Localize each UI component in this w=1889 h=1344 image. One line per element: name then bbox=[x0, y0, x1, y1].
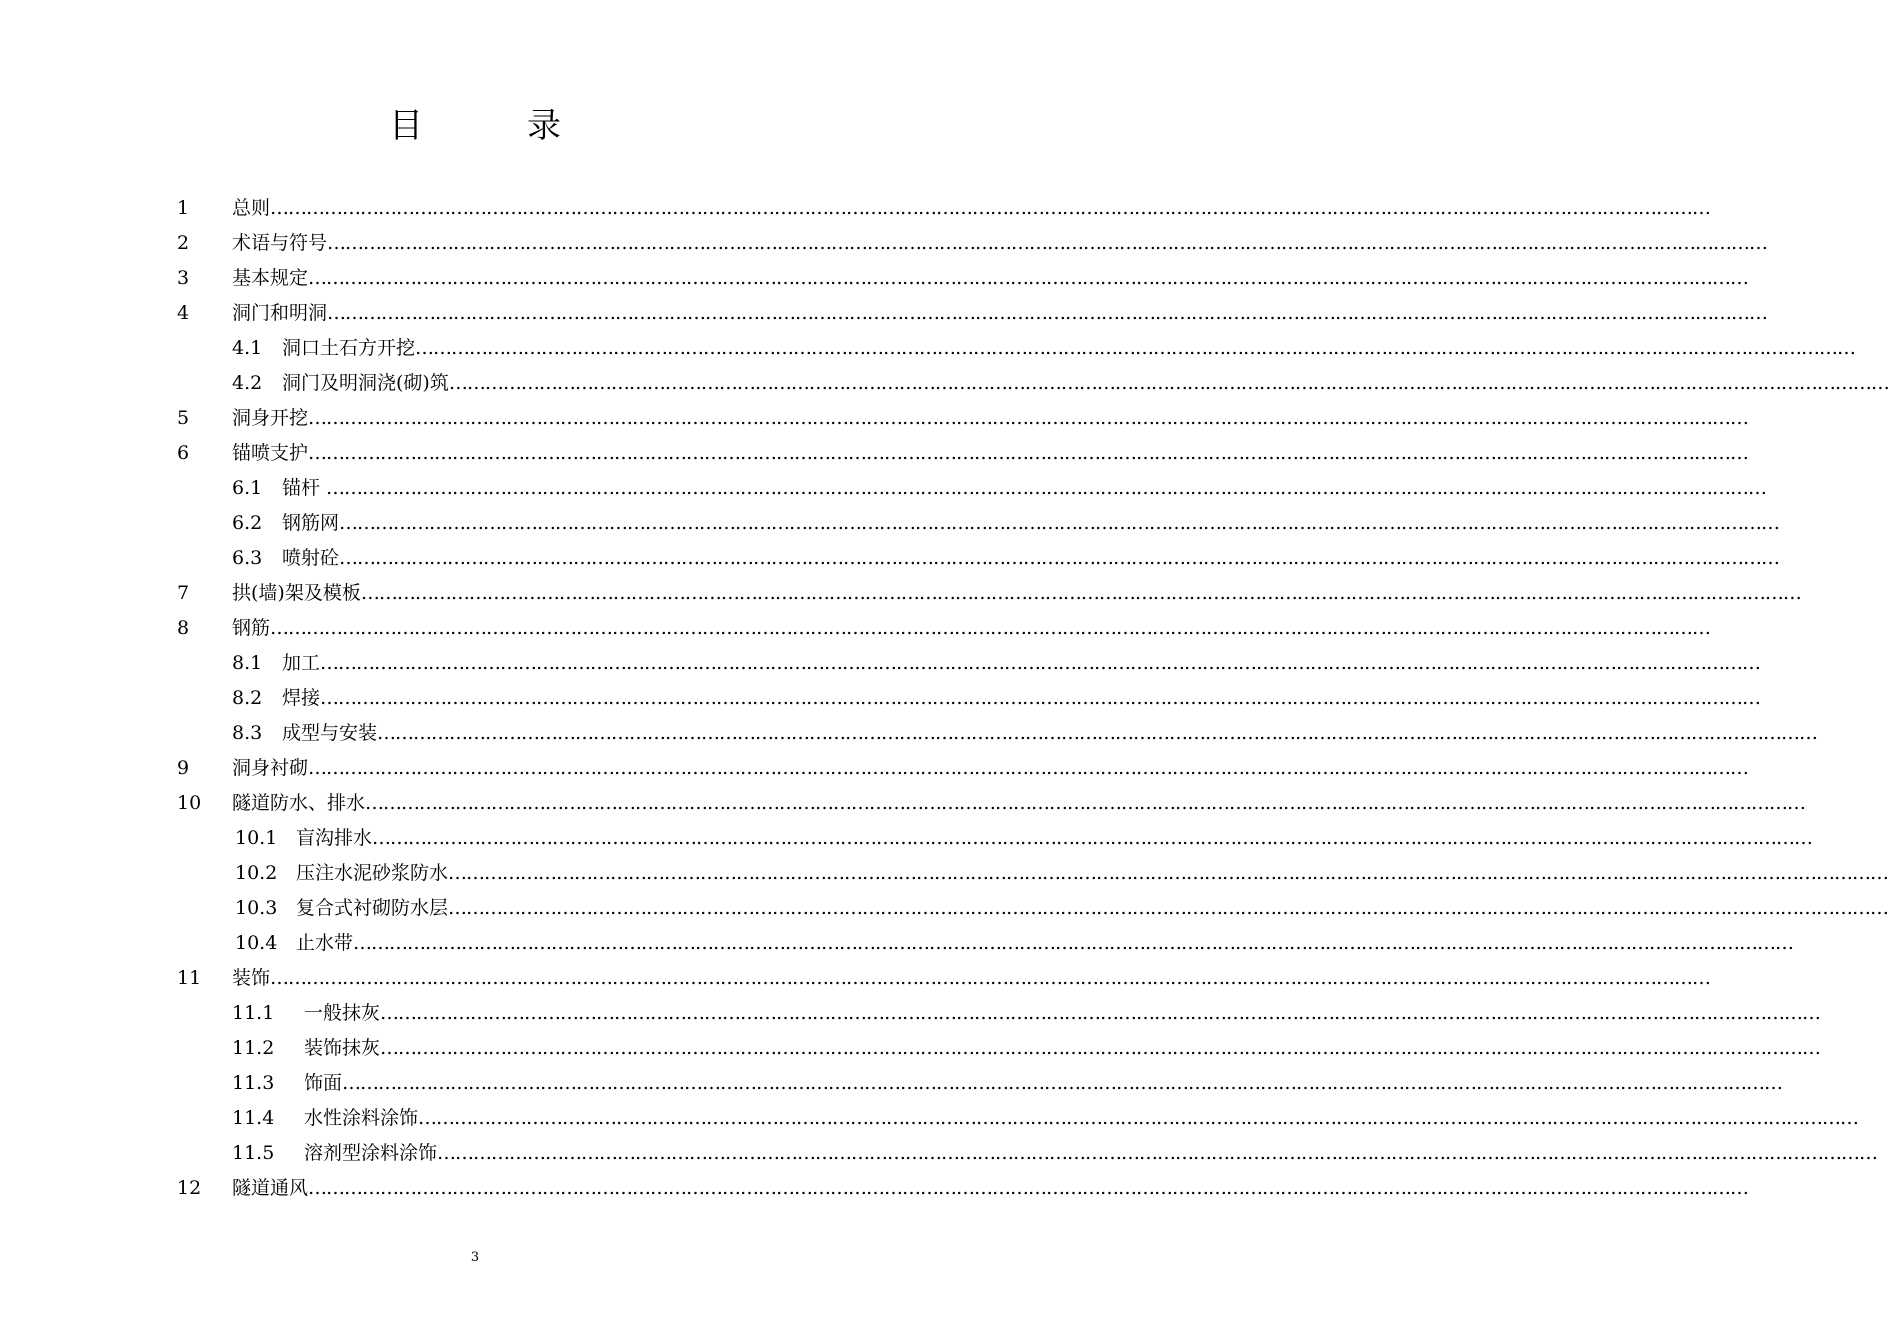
toc-entry-label: 压注水泥砂浆防水 bbox=[296, 862, 449, 884]
toc-entry[interactable] bbox=[0, 996, 1821, 1031]
toc-entry-label: 总则 bbox=[232, 197, 271, 219]
toc-entry[interactable] bbox=[0, 1031, 1821, 1066]
toc-entry-label: 止水带 bbox=[296, 932, 354, 954]
toc-entry-number: 8.3 bbox=[232, 722, 263, 744]
toc-entry-label: 水性涂料涂饰 bbox=[304, 1107, 419, 1129]
toc-entry-number: 4.2 bbox=[232, 372, 263, 394]
toc-leader-dots: …………………………………………………………………………………………………………………………………………………………………………………………………………………… bbox=[380, 1037, 1821, 1059]
toc-entry-number: 11.2 bbox=[232, 1037, 275, 1059]
toc-entry-title bbox=[232, 1171, 1749, 1206]
toc-entry-title bbox=[282, 681, 1761, 716]
toc-entry-title bbox=[304, 1136, 1878, 1171]
toc-entry[interactable] bbox=[0, 401, 1749, 436]
toc-leader-dots: …………………………………………………………………………………………………………………………………………………………………………………………………………………… bbox=[339, 547, 1780, 569]
toc-leader-dots: …………………………………………………………………………………………………………………………………………………………………………………………………………………… bbox=[270, 967, 1711, 989]
toc-entry[interactable] bbox=[0, 226, 1768, 261]
toc-leader-dots: …………………………………………………………………………………………………………………………………………………………………………………………………………………… bbox=[326, 477, 1767, 499]
toc-leader-dots: …………………………………………………………………………………………………………………………………………………………………………………………………………………… bbox=[327, 232, 1768, 254]
toc-entry-number: 10.4 bbox=[235, 932, 278, 954]
toc-entry-number: 11 bbox=[177, 967, 202, 989]
toc-entry-title bbox=[282, 331, 1856, 366]
toc-entry-label: 洞门及明洞浇(砌)筑 bbox=[282, 372, 449, 394]
toc-entry-title bbox=[304, 1101, 1859, 1136]
toc-entry-title bbox=[304, 1066, 1783, 1101]
toc-entry-title bbox=[282, 541, 1780, 576]
toc-entry[interactable] bbox=[0, 646, 1761, 681]
toc-entry[interactable] bbox=[0, 681, 1761, 716]
toc-entry-number: 9 bbox=[177, 757, 190, 779]
toc-entry-title bbox=[232, 436, 1749, 471]
toc-entry-label: 溶剂型涂料涂饰 bbox=[304, 1142, 438, 1164]
toc-entry[interactable] bbox=[0, 331, 1856, 366]
toc-entry-label: 加工 bbox=[282, 652, 321, 674]
toc-entry-label: 饰面 bbox=[304, 1072, 343, 1094]
toc-entry[interactable] bbox=[0, 506, 1780, 541]
toc-entry-number: 10.1 bbox=[235, 827, 278, 849]
toc-entry-title bbox=[232, 401, 1749, 436]
toc-leader-dots: …………………………………………………………………………………………………………………………………………………………………………………………………………………… bbox=[308, 407, 1749, 429]
toc-entry-number: 7 bbox=[177, 582, 190, 604]
title-char-1: 目 bbox=[389, 106, 423, 146]
toc-entry-number: 5 bbox=[177, 407, 190, 429]
toc-leader-dots: …………………………………………………………………………………………………………………………………………………………………………………………………………………… bbox=[339, 512, 1780, 534]
toc-entry-title bbox=[282, 506, 1780, 541]
toc-entry[interactable] bbox=[0, 856, 1889, 891]
toc-entry-title bbox=[304, 996, 1821, 1031]
toc-entry-number: 8.1 bbox=[232, 652, 263, 674]
toc-entry[interactable] bbox=[0, 1066, 1783, 1101]
title-char-2: 录 bbox=[527, 106, 561, 146]
toc-entry-title bbox=[232, 191, 1711, 226]
toc-leader-dots: …………………………………………………………………………………………………………………………………………………………………………………………………………………… bbox=[308, 267, 1749, 289]
toc-entry-title bbox=[232, 296, 1768, 331]
toc-leader-dots: …………………………………………………………………………………………………………………………………………………………………………………………………………………… bbox=[270, 197, 1711, 219]
toc-leader-dots: …………………………………………………………………………………………………………………………………………………………………………………………………………………… bbox=[448, 862, 1889, 884]
toc-entry-title bbox=[296, 926, 1794, 961]
toc-entry-label: 洞门和明洞 bbox=[232, 302, 328, 324]
toc-leader-dots: …………………………………………………………………………………………………………………………………………………………………………………………………………………… bbox=[372, 827, 1813, 849]
toc-leader-dots: …………………………………………………………………………………………………………………………………………………………………………………………………………………… bbox=[448, 372, 1889, 394]
toc-entry-number: 11.5 bbox=[232, 1142, 275, 1164]
toc-entry-title bbox=[296, 891, 1889, 926]
page-title bbox=[0, 98, 950, 147]
toc-leader-dots: …………………………………………………………………………………………………………………………………………………………………………………………………………………… bbox=[415, 337, 1856, 359]
toc-entry-title bbox=[282, 471, 1767, 506]
toc-entry-number: 11.1 bbox=[232, 1002, 275, 1024]
toc-leader-dots: …………………………………………………………………………………………………………………………………………………………………………………………………………………… bbox=[342, 1072, 1783, 1094]
toc-entry-number: 6.2 bbox=[232, 512, 263, 534]
toc-entry-number: 4.1 bbox=[232, 337, 263, 359]
toc-entry[interactable] bbox=[0, 1136, 1878, 1171]
toc-entry[interactable] bbox=[0, 891, 1889, 926]
toc-entry-label: 基本规定 bbox=[232, 267, 309, 289]
toc-entry-label: 盲沟排水 bbox=[296, 827, 373, 849]
toc-entry[interactable] bbox=[0, 1171, 1749, 1206]
toc-entry-number: 3 bbox=[177, 267, 190, 289]
toc-entry[interactable] bbox=[0, 751, 1749, 786]
toc-entry-label: 复合式衬砌防水层 bbox=[296, 897, 449, 919]
toc-leader-dots: …………………………………………………………………………………………………………………………………………………………………………………………………………………… bbox=[365, 792, 1806, 814]
toc-leader-dots: …………………………………………………………………………………………………………………………………………………………………………………………………………………… bbox=[327, 302, 1768, 324]
toc-entry[interactable] bbox=[0, 611, 1711, 646]
toc-entry-number: 10.2 bbox=[235, 862, 278, 884]
toc-entry[interactable] bbox=[0, 541, 1780, 576]
toc-entry-title bbox=[232, 786, 1806, 821]
toc-entry[interactable] bbox=[0, 576, 1801, 611]
toc-entry[interactable] bbox=[0, 926, 1794, 961]
toc-entry-title bbox=[296, 821, 1813, 856]
toc-entry-title bbox=[232, 751, 1749, 786]
toc-entry-label: 洞身开挖 bbox=[232, 407, 309, 429]
toc-leader-dots: …………………………………………………………………………………………………………………………………………………………………………………………………………………… bbox=[437, 1142, 1878, 1164]
toc-entry-label: 喷射砼 bbox=[282, 547, 340, 569]
toc-entry-number: 6.1 bbox=[232, 477, 263, 499]
toc-entry-label: 锚杆 bbox=[282, 477, 327, 499]
toc-entry-title bbox=[304, 1031, 1821, 1066]
toc-leader-dots: …………………………………………………………………………………………………………………………………………………………………………………………………………………… bbox=[353, 932, 1794, 954]
toc-entry-number: 1 bbox=[177, 197, 190, 219]
toc-entry-label: 洞口土石方开挖 bbox=[282, 337, 416, 359]
toc-entry-number: 8 bbox=[177, 617, 190, 639]
toc-entry-title bbox=[282, 366, 1889, 401]
toc-entry-number: 12 bbox=[177, 1177, 202, 1199]
toc-entry-number: 11.4 bbox=[232, 1107, 275, 1129]
toc-entry-label: 一般抹灰 bbox=[304, 1002, 381, 1024]
toc-entry-number: 10.3 bbox=[235, 897, 278, 919]
toc-leader-dots: …………………………………………………………………………………………………………………………………………………………………………………………………………………… bbox=[320, 687, 1761, 709]
toc-entry[interactable] bbox=[0, 821, 1813, 856]
toc-leader-dots: …………………………………………………………………………………………………………………………………………………………………………………………………………………… bbox=[448, 897, 1889, 919]
toc-leader-dots: …………………………………………………………………………………………………………………………………………………………………………………………………………………… bbox=[308, 757, 1749, 779]
toc-entry-title bbox=[232, 961, 1711, 996]
toc-entry-label: 装饰抹灰 bbox=[304, 1037, 381, 1059]
toc-entry[interactable] bbox=[0, 1101, 1859, 1136]
toc-leader-dots: …………………………………………………………………………………………………………………………………………………………………………………………………………………… bbox=[418, 1107, 1859, 1129]
toc-entry[interactable] bbox=[0, 716, 1818, 751]
toc-leader-dots: …………………………………………………………………………………………………………………………………………………………………………………………………………………… bbox=[308, 442, 1749, 464]
toc-entry-title bbox=[232, 576, 1801, 611]
toc-entry-label: 拱(墙)架及模板 bbox=[232, 582, 361, 604]
toc-entry-label: 钢筋网 bbox=[282, 512, 340, 534]
toc-entry-number: 11.3 bbox=[232, 1072, 275, 1094]
toc-entry-number: 6 bbox=[177, 442, 190, 464]
toc-entry-label: 洞身衬砌 bbox=[232, 757, 309, 779]
toc-entry[interactable] bbox=[0, 191, 1711, 226]
toc-entry[interactable] bbox=[0, 436, 1749, 471]
toc-leader-dots: …………………………………………………………………………………………………………………………………………………………………………………………………………………… bbox=[270, 617, 1711, 639]
toc-entry-number: 4 bbox=[177, 302, 190, 324]
toc-entry-label: 钢筋 bbox=[232, 617, 271, 639]
toc-entry-label: 成型与安装 bbox=[282, 722, 378, 744]
toc-entry-number: 10 bbox=[177, 792, 202, 814]
toc-entry-title bbox=[232, 261, 1749, 296]
toc-entry[interactable] bbox=[0, 471, 1767, 506]
toc-entry-number: 2 bbox=[177, 232, 190, 254]
toc-entry[interactable] bbox=[0, 296, 1768, 331]
toc-entry-title bbox=[232, 611, 1711, 646]
toc-entry[interactable] bbox=[0, 366, 1889, 401]
toc-entry-title bbox=[282, 646, 1761, 681]
toc-entry[interactable] bbox=[0, 786, 1806, 821]
toc-leader-dots: …………………………………………………………………………………………………………………………………………………………………………………………………………………… bbox=[380, 1002, 1821, 1024]
toc-entry-title bbox=[232, 226, 1768, 261]
toc-entry-label: 装饰 bbox=[232, 967, 271, 989]
toc-entry-label: 隧道防水、排水 bbox=[232, 792, 366, 814]
toc-leader-dots: …………………………………………………………………………………………………………………………………………………………………………………………………………………… bbox=[360, 582, 1801, 604]
toc-leader-dots: …………………………………………………………………………………………………………………………………………………………………………………………………………………… bbox=[320, 652, 1761, 674]
toc-entry[interactable] bbox=[0, 961, 1711, 996]
toc-leader-dots: …………………………………………………………………………………………………………………………………………………………………………………………………………………… bbox=[377, 722, 1818, 744]
toc-entry-title bbox=[296, 856, 1889, 891]
toc-entry[interactable] bbox=[0, 261, 1749, 296]
toc-entry-title bbox=[282, 716, 1818, 751]
page-number: 3 bbox=[470, 1250, 480, 1265]
toc-entry-label: 术语与符号 bbox=[232, 232, 328, 254]
toc-entry-number: 6.3 bbox=[232, 547, 263, 569]
toc-leader-dots: …………………………………………………………………………………………………………………………………………………………………………………………………………………… bbox=[308, 1177, 1749, 1199]
toc-entry-label: 隧道通风 bbox=[232, 1177, 309, 1199]
toc-entry-label: 锚喷支护 bbox=[232, 442, 309, 464]
toc-entry-number: 8.2 bbox=[232, 687, 263, 709]
toc-entry-label: 焊接 bbox=[282, 687, 321, 709]
